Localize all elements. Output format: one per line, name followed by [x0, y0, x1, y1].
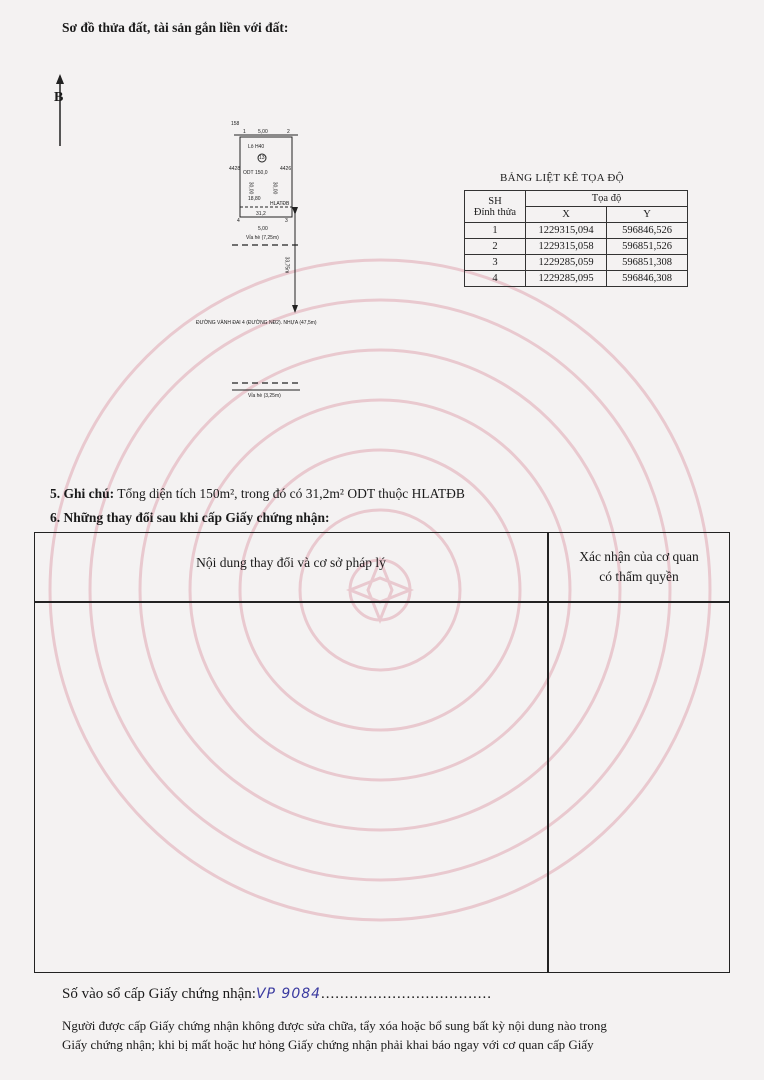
road-name-label: ĐƯỜNG VÀNH ĐAI 4 (ĐƯỜNG NĐ2). NHỰA (47,5m) [196, 320, 317, 326]
row-y: 596851,526 [607, 239, 688, 255]
register-value: VP 9084 [255, 986, 322, 1002]
row-id: 4 [465, 271, 526, 287]
notes-line [50, 486, 465, 502]
warning-line-1: Người được cấp Giấy chứng nhận không được sửa chữa, tẩy xóa hoặc bổ sung bất kỳ nội dung nào trong [62, 1018, 607, 1033]
col-x-header: X [526, 207, 607, 223]
point-3-label: 3 [285, 218, 288, 224]
col-confirm-line-2: có thẩm quyền [599, 569, 679, 584]
row-y: 596846,308 [607, 271, 688, 287]
row-x: 1229285,059 [526, 255, 607, 271]
point-4-label: 4 [237, 218, 240, 224]
area-label: 150,0 [255, 170, 268, 176]
right-length-label: 30,00 [271, 181, 278, 195]
top-parcel-label: 158 [231, 121, 240, 127]
notes-label: 5. Ghi chú: [50, 486, 115, 501]
register-line [62, 986, 492, 1003]
col-confirm-line-1: Xác nhận của cơ quan [579, 549, 699, 564]
warning-line-2: Giấy chứng nhận; khi bị mất hoặc hư hỏng Giấy chứng nhận phải khai báo ngay với cơ quan cấp Giấy [62, 1037, 594, 1052]
notes-text: Tổng diện tích 150m², trong đó có 31,2m² ODT thuộc HLATĐB [114, 486, 465, 501]
bottom-width-label: 5,00 [258, 226, 268, 232]
left-length-label: 30,00 [247, 181, 254, 195]
right-neighbor-label: 4426 [280, 166, 292, 172]
row-y: 596846,526 [607, 223, 688, 239]
column-divider [547, 533, 549, 972]
row-id: 3 [465, 255, 526, 271]
row-x: 1229285,095 [526, 271, 607, 287]
changes-heading: 6. Những thay đổi sau khi cấp Giấy chứng nhận: [50, 510, 330, 525]
parcel-number-label: 13 [259, 155, 265, 161]
land-use-label: ODT [243, 170, 254, 176]
col-y-header: Y [607, 207, 688, 223]
row-y: 596851,308 [607, 255, 688, 271]
sidewalk-2-label: Vỉa hè (3,25m) [248, 393, 281, 399]
header-divider [35, 601, 729, 603]
changes-table [34, 532, 730, 973]
coord-table-title: BẢNG LIỆT KÊ TỌA ĐỘ [500, 172, 624, 184]
table-row [465, 239, 688, 255]
col-coords-header: Tọa độ [526, 191, 688, 207]
coord-table [464, 190, 688, 287]
point-1-label: 1 [243, 129, 246, 135]
table-row [465, 255, 688, 271]
row-x: 1229315,058 [526, 239, 607, 255]
point-2-label: 2 [287, 129, 290, 135]
sidewalk-1-label: Vỉa hè (7,25m) [246, 235, 279, 241]
road-dimension-label: 33,75m [283, 256, 290, 274]
small-area-label: 31,2 [256, 211, 266, 217]
row-id: 2 [465, 239, 526, 255]
table-row [465, 271, 688, 287]
section-4-heading: Sơ đồ thửa đất, tài sản gắn liền với đất: [62, 20, 289, 35]
col-sh-label: SH [488, 195, 502, 207]
top-width-label: 5,00 [258, 129, 268, 135]
parcel-code-label: Lô H40 [248, 144, 265, 150]
register-label: Số vào sổ cấp Giấy chứng nhận: [62, 986, 256, 1002]
row-id: 1 [465, 223, 526, 239]
hlatdb-label: HLATĐB [270, 201, 290, 207]
north-arrow-icon [52, 72, 72, 148]
col-confirm-header [547, 547, 731, 587]
col-content-header: Nội dung thay đổi và cơ sở pháp lý [196, 555, 386, 570]
row-x: 1229315,094 [526, 223, 607, 239]
north-label: B [54, 90, 64, 105]
parcel-map [180, 115, 370, 415]
left-neighbor-label: 4428 [229, 166, 241, 172]
col-vertex-label: Đỉnh thửa [473, 206, 517, 218]
col-sh-header [465, 191, 526, 223]
setback-label: 18,80 [248, 196, 261, 202]
table-row [465, 223, 688, 239]
register-dots: .................................... [321, 986, 493, 1002]
